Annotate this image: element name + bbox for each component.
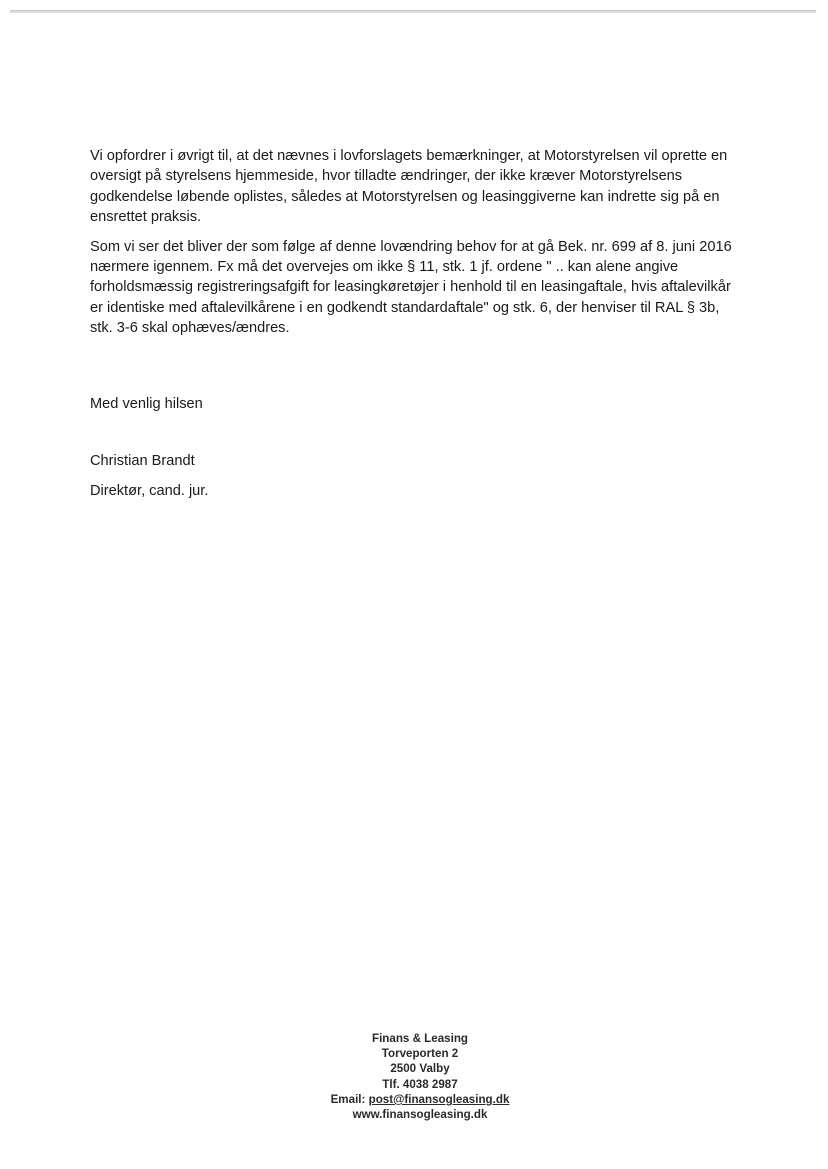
signer-title: Direktør, cand. jur. <box>90 483 209 499</box>
closing-salutation: Med venlig hilsen <box>90 396 203 412</box>
body-paragraph: Vi opfordrer i øvrigt til, at det nævnes i lovforslagets bemærkninger, at Motorstyrelsen vil oprette en oversigt på styrelsens hjemmeside, hvor tilladte ændringer, der ikke kræver Motorstyrelsens godkendelse løbende oplistes, således at Motorstyrelsen og leasinggiverne kan indrette sig på en ensrettet praksis. <box>90 148 728 226</box>
body-paragraph: Som vi ser det bliver der som følge af denne lovændring behov for at gå Bek. nr. 699 af 8. juni 2016 nærmere igennem. Fx må det overvejes om ikke § 11, stk. 1 jf. ordene " .. kan alene angive forholdsmæssig registreringsafgift for leasingkøretøjer i henhold til en leasingaftale, hvis aftalevilkår er identiske med aftalevilkårene i en godkendt standardaftale" og stk. 6, der henviser til RAL § 3b, stk. 3-6 skal ophæves/ændres. <box>90 238 732 337</box>
letterhead-footer <box>250 1031 590 1122</box>
signer-name: Christian Brandt <box>90 453 195 469</box>
footer-phone: Tlf. 4038 2987 <box>382 1077 458 1091</box>
footer-postal: 2500 Valby <box>390 1062 450 1076</box>
footer-email-line <box>250 1092 590 1107</box>
scan-top-edge <box>10 10 816 13</box>
footer-email-label: Email: <box>330 1092 366 1106</box>
footer-org-name: Finans & Leasing <box>372 1032 468 1045</box>
letter-body <box>90 146 735 339</box>
footer-website[interactable]: www.finansogleasing.dk <box>352 1108 488 1122</box>
footer-email-link[interactable]: post@finansogleasing.dk <box>368 1092 510 1106</box>
footer-street: Torveporten 2 <box>381 1047 459 1061</box>
